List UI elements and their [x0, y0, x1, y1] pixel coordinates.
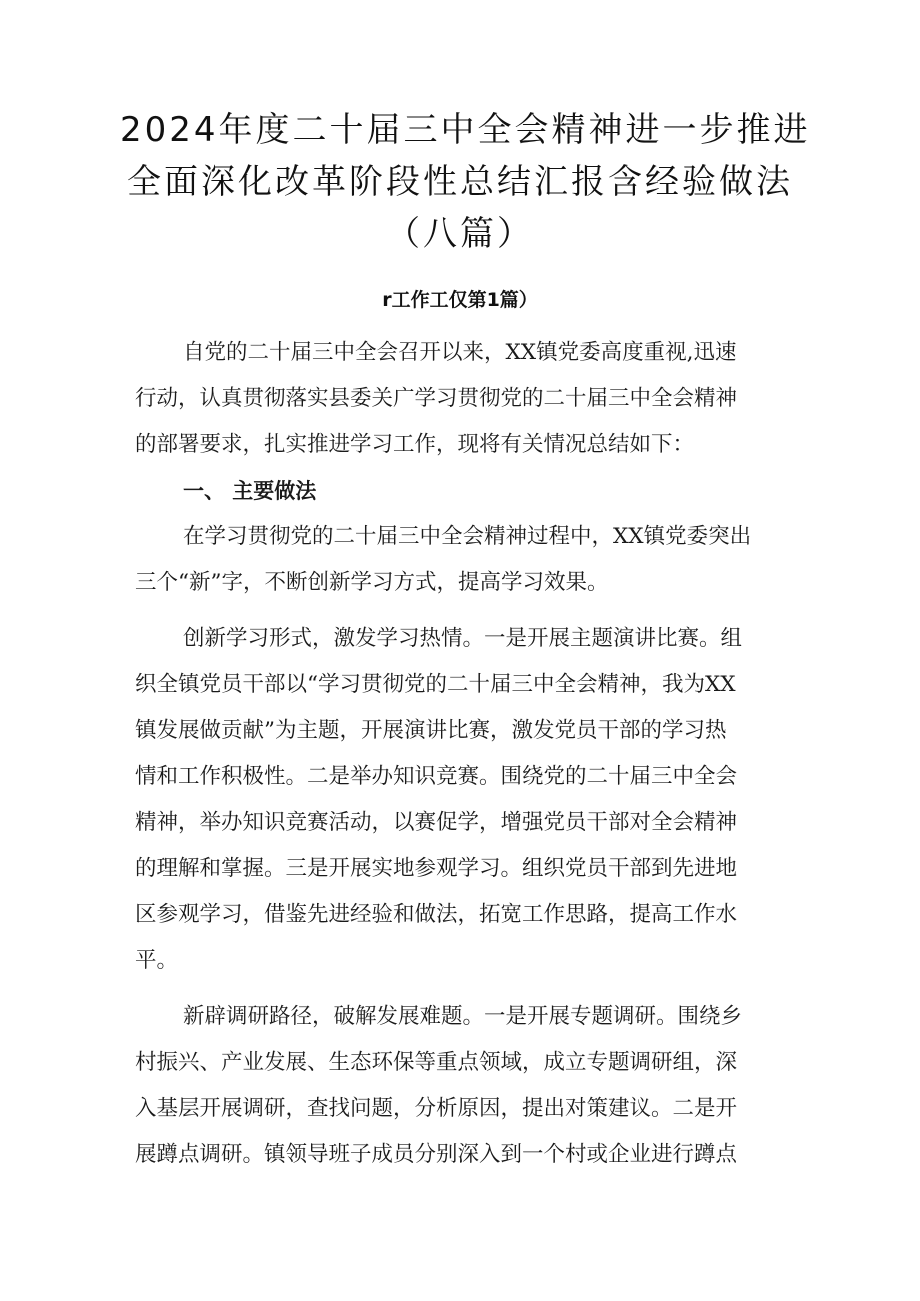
- text-line: 镇发展做贡献”为主题，开展演讲比赛，激发党员干部的学习热: [135, 718, 727, 743]
- title-line: （八篇）: [386, 214, 534, 254]
- title-line: 2024年度二十届三中全会精神进一步推进: [120, 110, 811, 150]
- text-line: 织全镇党员干部以“学习贯彻党的二十届三中全会精神，我为XX: [135, 672, 736, 697]
- paragraph-research: [135, 994, 790, 1178]
- text-line: 三个“新”字，不断创新学习方式，提高学习效果。: [135, 570, 609, 595]
- text-line: 新辟调研路径，破解发展难题。一是开展专题调研。围绕乡: [183, 1004, 743, 1029]
- text-line: 创新学习形式，激发学习热情。一是开展主题演讲比赛。组: [183, 626, 743, 651]
- text-line: 的部署要求，扎实推进学习工作，现将有关情况总结如下：: [135, 432, 695, 457]
- text-line: 自党的二十届三中全会召开以来，XX镇党委高度重视,迅速: [183, 340, 737, 365]
- text-line: 情和工作积极性。二是举办知识竞赛。围绕党的二十届三中全会: [135, 764, 738, 789]
- text-line: 展蹲点调研。镇领导班子成员分别深入到一个村或企业进行蹲点: [135, 1142, 738, 1167]
- section-subtitle: r工作工仅第1篇）: [382, 289, 538, 311]
- section-heading: 一、 主要做法: [183, 479, 317, 503]
- document-title: [120, 104, 811, 260]
- text-line: 村振兴、产业发展、生态环保等重点领域，成立专题调研组，深: [135, 1050, 738, 1075]
- title-line: 全面深化改革阶段性总结汇报含经验做法: [127, 162, 793, 202]
- paragraph-learning-forms: [135, 616, 790, 984]
- text-line: 精神，举办知识竞赛活动，以赛促学，增强党员干部对全会精神: [135, 810, 738, 835]
- text-line: 行动，认真贯彻落实县委关广学习贯彻党的二十届三中全会精神: [135, 386, 738, 411]
- paragraph-overview: [135, 514, 790, 606]
- text-line: 入基层开展调研，查找问题，分析原因，提出对策建议。二是开: [135, 1096, 738, 1121]
- text-line: 区参观学习，借鉴先进经验和做法，拓宽工作思路，提高工作水: [135, 902, 738, 927]
- text-line: 平。: [135, 948, 179, 973]
- text-line: 在学习贯彻党的二十届三中全会精神过程中，XX镇党委突出: [183, 524, 752, 549]
- paragraph-spacer: [135, 984, 790, 994]
- paragraph-spacer: [135, 606, 790, 616]
- text-line: 的理解和掌握。三是开展实地参观学习。组织党员干部到先进地: [135, 856, 738, 881]
- document-body: [135, 330, 790, 1178]
- paragraph-intro: [135, 330, 790, 468]
